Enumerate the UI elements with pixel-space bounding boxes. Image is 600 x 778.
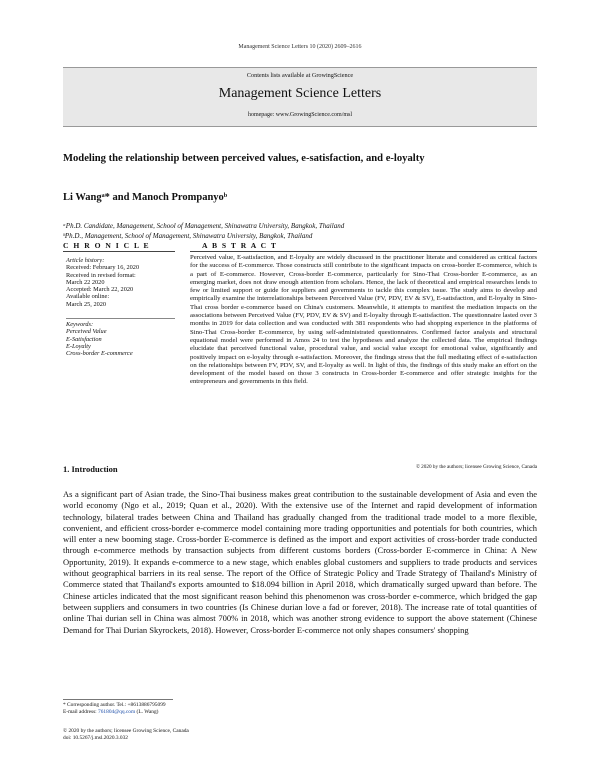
keyword-item: E-Satisfaction — [66, 335, 102, 343]
abstract-rule — [190, 251, 537, 252]
history-accepted: Accepted: March 22, 2020 — [66, 286, 134, 294]
history-received: Received: February 16, 2020 — [66, 264, 140, 272]
doi-line: doi: 10.5267/j.msl.2020.3.032 — [63, 735, 128, 741]
keywords-block — [66, 321, 176, 357]
history-online-date: March 25, 2020 — [66, 300, 107, 308]
journal-homepage: homepage: www.GrowingScience.com/msl — [247, 112, 353, 118]
abstract-copyright: © 2020 by the authors; licensee Growing Science, Canada — [415, 464, 537, 470]
introduction-paragraph: As a significant part of Asian trade, the Sino-Thai business makes great contribution to the sustainable development of Asia and even the world economy (Ngo et al., 2019; Quan et al., 2020). With the extensive use of the Internet and rapid development of information technology, bilateral trades between China and Thailand has gradually changed from the traditional trade model to a more flexible, convenient, and efficient cross-border e-commerce model containing more trading opportunities and potentials for both countries, which will enter a new booming stage. Cross-border E-commerce is defined as the import and export activities of cross-border trade conducted through e-commerce methods by transaction subjects from different customs borders (Cross-border E-commerce in China: A New Opportunity, 2019). It expands e-commerce to a new stage, which enables global customers and suppliers to trade products and services without geographical barriers in its real sense. The report of the Office of Strategic Policy and Trade Strategy of Thailand's Ministry of Commerce stated that Thailand's exports amounted to $18.094 billion in April 2018, which dramatically surged upward than before. The Chinese articles indicated that the most significant reason behind this phenomenon was cross-border e-commerce, which bridged the gap between suppliers and consumers in two countries (Is Chinese durian love a fad or forever, 2018). The increase rate of total quantities of online Thai durian sell in China was almost 700% in 2018, which was another strong evidence to support the above statement (Chinese Demand for Thai Durian Skyrockets, 2018). However, Cross-border E-commerce not only shapes consumers' shopping — [63, 489, 537, 635]
license-line: © 2020 by the authors; licensee Growing Science, Canada — [63, 728, 189, 734]
corresponding-author: * Corresponding author. Tel.: +8613886795099 — [63, 702, 166, 708]
article-history — [66, 257, 176, 308]
affiliation-a: ᵃPh.D. Candidate, Management, School of Management, Shinawatra University, Bangkok, Thailand — [63, 222, 345, 230]
article-authors: Li Wangᵃ* and Manoch Prompanyoᵇ — [63, 192, 228, 203]
keyword-item: E-Loyalty — [66, 342, 91, 350]
chronicle-heading: C H R O N I C L E — [63, 241, 151, 250]
abstract-heading: A B S T R A C T — [202, 241, 278, 250]
email-label: E-mail address: — [63, 709, 99, 715]
introduction-body — [63, 489, 537, 636]
contents-line: Contents lists available at GrowingScience — [246, 72, 354, 79]
email-suffix: (L. Wang) — [135, 709, 159, 715]
journal-title: Management Science Letters — [218, 86, 382, 101]
keyword-item: Cross-border E-commerce — [66, 350, 133, 358]
email-link[interactable]: 761804@qq.com — [98, 709, 136, 715]
history-revised-date: March 22 2020 — [66, 278, 105, 286]
keyword-item: Perceived Value — [66, 328, 107, 336]
license-block — [63, 728, 189, 742]
history-revised-label: Received in revised format: — [66, 271, 136, 279]
affiliation-b: ᵇPh.D., Management, School of Management, Shinawatra University, Bangkok, Thailand — [63, 232, 313, 240]
chronicle-rule — [63, 251, 175, 252]
keywords-rule — [66, 318, 175, 319]
history-label: Article history: — [66, 257, 105, 264]
footnote-block — [63, 702, 166, 716]
email-line — [63, 709, 166, 716]
abstract-text: Perceived value, E-satisfaction, and E-loyalty are widely discussed in the practitioner literate and considered as critical factors for the success of E-commerce. Those constructs still contribute to the significant impacts on cross-border E-commerce, which is a part of E-commerce. However, Cross-border E-commerce, particularly for Sino-Thai Cross-border E-commerce, as an emerging market, does not draw enough attention from scholars. Hence, the lack of theoretical and empirical researches lends to few or limited support or guide for suppliers and governments to tackle this complex issue. The study aims to develop and empirically examine the interrelationships between Perceived Value (FV, PDV, EV & SV), E-satisfaction, and E-loyalty in Sino-Thai cross border e-commerce based on China's customers. Meanwhile, it attempts to manifest the mediation impacts on the associations between Perceived Value (FV, PDV, EV & SV) and E-loyalty through E-satisfaction. The questionnaire lasted over 3 months in 2019 for data collection and was conducted with 381 respondents who had shopping experience in the platforms of Sino-Thai Cross-border E-commerce, by using self-administrated questionnaires. Confirmed factor analysis and structural equational model were performed in Amos 24 to test the hypotheses and analyze the collected data. The empirical findings elucidate that perceived functional value, procedural value, and social value except for emotional value, significantly and positively impact on e-loyalty through e-satisfaction. Moreover, the findings stress that the full mediating effect of e-satisfaction on the relationships between FV, PDV, SV, and E-loyalty as well. In light of this, the findings of this study make an effort on the development of the model based on those 3 constructs in Cross-border E-commerce and offer strategic insights for the entrepreneurs and governments in this field. — [190, 254, 537, 386]
footnote-rule — [63, 699, 173, 700]
journal-banner — [63, 67, 537, 127]
keywords-label: Keywords: — [66, 321, 94, 328]
journal-citation-line: Management Science Letters 10 (2020) 2609–2616 — [238, 44, 362, 50]
article-title: Modeling the relationship between perceived values, e-satisfaction, and e-loyalty — [63, 153, 425, 164]
introduction-heading: 1. Introduction — [63, 464, 118, 474]
history-online-label: Available online: — [66, 293, 110, 301]
